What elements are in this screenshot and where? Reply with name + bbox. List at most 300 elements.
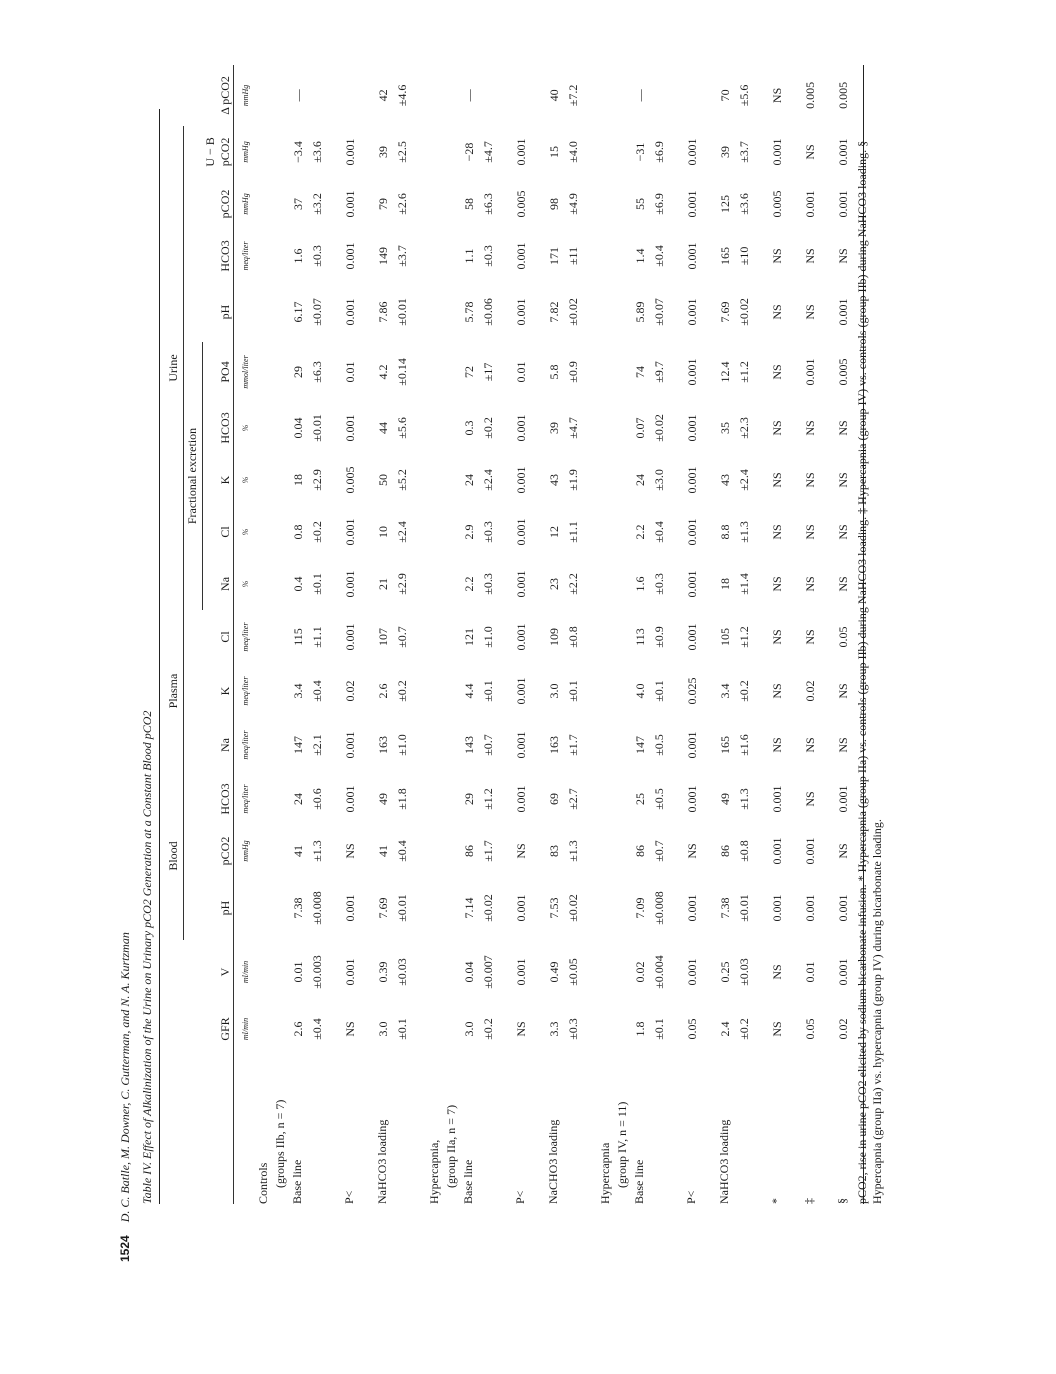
data-cell: NS xyxy=(769,964,784,980)
cell-sem: ±0.3 xyxy=(480,573,495,595)
cell-sem: ±0.1 xyxy=(309,573,324,595)
table-row xyxy=(545,65,597,1204)
data-cell: NS xyxy=(802,304,817,320)
row-label: Base line xyxy=(460,1159,475,1204)
data-cell: NS xyxy=(834,506,864,558)
data-cell xyxy=(460,402,512,454)
cell-sem: ±2.7 xyxy=(565,788,580,810)
cell-value: 1.1 xyxy=(461,248,476,264)
data-cell xyxy=(716,558,768,610)
cell-sem: ±2.9 xyxy=(394,573,409,595)
cell-sem: ±0.06 xyxy=(480,298,495,326)
cell-sem: ±1.6 xyxy=(736,734,751,756)
cell-value: NS xyxy=(342,1021,357,1037)
data-cell xyxy=(341,1004,374,1054)
cell-value: 0.001 xyxy=(684,731,699,759)
cell-sem: ±2.5 xyxy=(394,141,409,163)
cell-value: 7.69 xyxy=(717,301,732,323)
data-cell xyxy=(341,282,374,342)
data-cell: 0.001 xyxy=(834,126,864,178)
data-cell xyxy=(512,718,545,772)
cell-sem: ±1.3 xyxy=(565,840,580,862)
cell-value: 2.6 xyxy=(290,1021,305,1037)
cell-value: 147 xyxy=(290,736,305,754)
cell-value: 165 xyxy=(717,736,732,754)
cell-sem: ±0.1 xyxy=(480,680,495,702)
data-cell: 0.001 xyxy=(802,894,817,922)
data-cell xyxy=(545,126,597,178)
cell-value: 163 xyxy=(375,736,390,754)
cell-sem: ±0.02 xyxy=(651,414,666,442)
unit-cell-row-label xyxy=(233,1054,255,1204)
cell-value: 0.001 xyxy=(684,785,699,813)
unit-cell: mmHg xyxy=(233,178,255,230)
cell-value: 79 xyxy=(375,197,390,210)
cell-value: 3.0 xyxy=(375,1021,390,1037)
cell-sem: ±0.2 xyxy=(480,417,495,439)
rotated-table-page xyxy=(135,76,915,1250)
group-header-plasma: Plasma xyxy=(165,610,184,772)
cell-value: 0.001 xyxy=(684,242,699,270)
cell-value: 0.01 xyxy=(290,961,305,983)
data-cell: NS xyxy=(769,683,784,699)
cell-sem: ±0.05 xyxy=(565,958,580,986)
data-cell xyxy=(716,178,768,230)
cell-value: 15 xyxy=(546,145,561,158)
data-cell xyxy=(512,342,545,402)
cell-value: 0.001 xyxy=(342,731,357,759)
data-cell xyxy=(545,230,597,282)
data-cell: 0.001 xyxy=(802,190,817,218)
cell-sem: ±0.5 xyxy=(651,734,666,756)
cell-value: 2.6 xyxy=(375,683,390,699)
data-cell: 0.001 xyxy=(834,940,864,1004)
data-cell xyxy=(512,230,545,282)
cell-value: 50 xyxy=(375,473,390,486)
cell-sem: ±0.01 xyxy=(736,894,751,922)
cell-value: 7.82 xyxy=(546,301,561,323)
data-cell xyxy=(374,282,426,342)
cell-value: 0.001 xyxy=(513,138,528,166)
cell-value: 0.07 xyxy=(632,417,647,439)
cell-value: 0.4 xyxy=(290,576,305,592)
cell-sem: ±0.14 xyxy=(394,358,409,386)
cell-value: 0.04 xyxy=(290,417,305,439)
data-cell xyxy=(460,1004,512,1054)
unit-cell: ml/min xyxy=(233,940,255,1004)
data-cell xyxy=(683,282,716,342)
data-cell xyxy=(374,940,426,1004)
data-cell: 0.001 xyxy=(769,837,784,865)
cell-value: 29 xyxy=(290,365,305,378)
table-footnote: pCO2, rise in urine pCO2 elicited by sodium bicarbonate infusion. * Hypercapnia (group IIa) vs. controls (group IIb) during NaHCO3 loading. ‡ Hypercapnia (group IV) vs. controls (group IIb) during NaHCO3 loading. § Hypercapnia (group IIa) vs. hypercapnia (group IV) during bicarbonate loading. xyxy=(855,140,884,1204)
data-cell xyxy=(341,342,374,402)
cell-value: 0.04 xyxy=(461,961,476,983)
cell-sem: ±0.1 xyxy=(651,1018,666,1040)
data-cell: 0.05 xyxy=(802,1018,817,1040)
column-header: pCO2 xyxy=(217,836,232,866)
comparison-row xyxy=(801,65,834,1204)
data-cell xyxy=(545,282,597,342)
cell-value: 0.001 xyxy=(513,731,528,759)
data-cell xyxy=(341,230,374,282)
data-cell: NS xyxy=(769,629,784,645)
data-cell xyxy=(545,718,597,772)
data-cell xyxy=(374,454,426,506)
data-cell xyxy=(460,342,512,402)
data-cell xyxy=(512,454,545,506)
cell-value: NS xyxy=(513,1021,528,1037)
cell-sem: ±2.2 xyxy=(565,573,580,595)
cell-value: 24 xyxy=(632,473,647,486)
cell-value: 0.025 xyxy=(684,677,699,705)
cell-sem: ±5.6 xyxy=(394,417,409,439)
data-cell xyxy=(683,1004,716,1054)
cell-value: 0.005 xyxy=(513,190,528,218)
cell-value: 0.001 xyxy=(684,466,699,494)
section-title: Controls xyxy=(255,1162,270,1204)
cell-sem: ±1.0 xyxy=(480,626,495,648)
cell-value: 0.001 xyxy=(513,958,528,986)
unit-cell: meq/liter xyxy=(233,718,255,772)
cell-value: 7.38 xyxy=(290,897,305,919)
data-cell xyxy=(460,940,512,1004)
cell-sem: ±0.07 xyxy=(651,298,666,326)
data-cell xyxy=(631,454,683,506)
section-header-row xyxy=(255,65,289,1204)
cell-value: 0.05 xyxy=(684,1018,699,1040)
unit-cell: % xyxy=(233,506,255,558)
data-cell xyxy=(545,558,597,610)
cell-sem: ±0.008 xyxy=(651,891,666,925)
cell-sem: ±0.4 xyxy=(394,840,409,862)
cell-sem: ±0.2 xyxy=(736,1018,751,1040)
data-cell: NS xyxy=(802,472,817,488)
cell-value: 1.6 xyxy=(632,576,647,592)
data-cell xyxy=(341,558,374,610)
cell-sem: ±0.3 xyxy=(651,573,666,595)
cell-sem: ±4.7 xyxy=(480,141,495,163)
cell-value: 2.4 xyxy=(717,1021,732,1037)
unit-cell xyxy=(233,876,255,940)
cell-value: 39 xyxy=(717,145,732,158)
data-cell xyxy=(716,1004,768,1054)
data-cell xyxy=(460,718,512,772)
cell-sem: ±0.004 xyxy=(651,955,666,989)
data-cell xyxy=(716,826,768,876)
cell-value: 0.001 xyxy=(684,138,699,166)
cell-value: 0.001 xyxy=(684,623,699,651)
data-cell: NS xyxy=(769,1021,784,1037)
cell-sem: ±0.2 xyxy=(736,680,751,702)
cell-sem: ±3.6 xyxy=(309,141,324,163)
cell-sem: ±1.3 xyxy=(736,521,751,543)
cell-value: 171 xyxy=(546,246,561,265)
column-header: K xyxy=(217,475,232,485)
cell-value: — xyxy=(461,89,476,102)
data-cell xyxy=(460,178,512,230)
cell-value: 0.001 xyxy=(513,242,528,270)
column-header: pCO2 xyxy=(217,189,232,219)
cell-sem: ±1.7 xyxy=(480,840,495,862)
data-cell: NS xyxy=(769,420,784,436)
cell-value: 1.8 xyxy=(632,1021,647,1037)
section-title: Hypercapnia xyxy=(597,1142,612,1204)
data-cell xyxy=(716,610,768,664)
data-cell xyxy=(289,826,341,876)
data-cell xyxy=(460,558,512,610)
cell-sem: ±2.3 xyxy=(736,417,751,439)
cell-sem: ±3.7 xyxy=(736,141,751,163)
cell-sem: ±1.2 xyxy=(736,626,751,648)
cell-sem: ±6.3 xyxy=(309,361,324,383)
data-cell xyxy=(545,454,597,506)
data-cell xyxy=(512,772,545,826)
data-cell: NS xyxy=(834,402,864,454)
data-cell: 0.005 xyxy=(769,190,784,218)
data-cell xyxy=(683,718,716,772)
data-cell xyxy=(631,126,683,178)
cell-sem: ±3.0 xyxy=(651,469,666,491)
data-cell: 0.001 xyxy=(769,138,784,166)
cell-value: 0.001 xyxy=(684,358,699,386)
cell-value: 0.001 xyxy=(513,466,528,494)
data-cell xyxy=(289,126,341,178)
data-cell xyxy=(716,454,768,506)
cell-value: 3.3 xyxy=(546,1021,561,1037)
data-cell xyxy=(545,940,597,1004)
comparison-label: § xyxy=(834,1054,864,1204)
data-cell xyxy=(512,876,545,940)
data-cell xyxy=(683,506,716,558)
data-cell xyxy=(374,402,426,454)
table-caption: Table IV. Effect of Alkalinization of the Urine on Urinary pCO2 Generation at a Constant Blood pCO2 xyxy=(140,710,154,1204)
data-cell xyxy=(631,342,683,402)
cell-sem: ±0.1 xyxy=(565,680,580,702)
unit-cell: mmHg xyxy=(233,126,255,178)
data-cell: 0.005 xyxy=(834,65,864,126)
data-cell xyxy=(512,65,545,126)
cell-sem: ±0.2 xyxy=(480,1018,495,1040)
cell-value: 5.89 xyxy=(632,301,647,323)
table-row xyxy=(631,65,683,1204)
cell-value: 12 xyxy=(546,525,561,538)
row-label: NaCHO3 loading xyxy=(545,1119,560,1204)
cell-sem: ±4.6 xyxy=(394,84,409,107)
data-cell xyxy=(631,826,683,876)
cell-value: 0.001 xyxy=(342,623,357,651)
cell-value: 0.001 xyxy=(513,623,528,651)
cell-value: 70 xyxy=(717,89,732,102)
data-cell xyxy=(512,402,545,454)
cell-value: 10 xyxy=(375,525,390,538)
data-cell xyxy=(460,65,512,126)
unit-cell xyxy=(233,282,255,342)
data-table xyxy=(165,65,864,1204)
data-cell xyxy=(716,230,768,282)
cell-value: — xyxy=(632,89,647,102)
cell-value: 0.001 xyxy=(684,190,699,218)
cell-value: 0.001 xyxy=(684,414,699,442)
data-cell xyxy=(512,282,545,342)
cell-value: 58 xyxy=(461,197,476,210)
cell-value: 18 xyxy=(290,473,305,486)
data-cell xyxy=(341,826,374,876)
unit-cell: ml/min xyxy=(233,1004,255,1054)
cell-value: NS xyxy=(513,843,528,859)
table-row xyxy=(289,65,341,1204)
data-cell xyxy=(683,940,716,1004)
data-cell xyxy=(341,718,374,772)
data-cell xyxy=(512,610,545,664)
cell-sem: ±0.9 xyxy=(565,361,580,383)
comparison-label: ‡ xyxy=(801,1198,816,1204)
data-cell: NS xyxy=(802,524,817,540)
cell-value: 74 xyxy=(632,365,647,378)
data-cell: 0.01 xyxy=(802,961,817,983)
cell-value: 143 xyxy=(461,736,476,754)
cell-sem: ±2.4 xyxy=(394,521,409,543)
cell-sem: ±0.1 xyxy=(651,680,666,702)
data-cell: 0.001 xyxy=(769,894,784,922)
unit-cell: meq/liter xyxy=(233,664,255,718)
cell-sem: ±6.9 xyxy=(651,193,666,215)
cell-value: 0.3 xyxy=(461,420,476,436)
data-cell: 0.001 xyxy=(834,876,864,940)
cell-sem: ±3.6 xyxy=(736,193,751,215)
cell-sem: ±0.01 xyxy=(394,298,409,326)
cell-value: 163 xyxy=(546,736,561,754)
cell-value: 0.01 xyxy=(342,361,357,383)
cell-sem: ±0.4 xyxy=(651,245,666,267)
data-cell xyxy=(289,664,341,718)
column-header: Cl xyxy=(217,631,232,643)
cell-sem: ±2.9 xyxy=(309,469,324,491)
cell-value: 23 xyxy=(546,577,561,590)
cell-value: 21 xyxy=(375,577,390,590)
table-row xyxy=(716,65,768,1204)
cell-value: 147 xyxy=(632,736,647,754)
data-cell xyxy=(341,772,374,826)
cell-value: 0.001 xyxy=(684,570,699,598)
cell-value: 3.4 xyxy=(717,683,732,699)
cell-value: 18 xyxy=(717,577,732,590)
data-cell xyxy=(716,772,768,826)
cell-value: 4.0 xyxy=(632,683,647,699)
cell-sem: ±10 xyxy=(736,246,751,266)
data-cell xyxy=(289,610,341,664)
cell-sem: ±2.1 xyxy=(309,734,324,756)
cell-sem: ±0.01 xyxy=(309,414,324,442)
section-header-row xyxy=(597,65,631,1204)
cell-sem: ±0.02 xyxy=(565,894,580,922)
data-cell xyxy=(341,402,374,454)
cell-value: 7.38 xyxy=(717,897,732,919)
data-cell: NS xyxy=(834,454,864,506)
cell-value: 44 xyxy=(375,421,390,434)
cell-value: 1.6 xyxy=(290,248,305,264)
cell-sem: ±0.02 xyxy=(565,298,580,326)
data-cell xyxy=(374,826,426,876)
cell-sem: ±0.7 xyxy=(394,626,409,648)
cell-value: 39 xyxy=(375,145,390,158)
data-cell xyxy=(289,1004,341,1054)
table-row xyxy=(341,65,374,1204)
data-cell: NS xyxy=(802,248,817,264)
data-cell: NS xyxy=(802,791,817,807)
cell-value: 49 xyxy=(717,793,732,805)
data-cell: NS xyxy=(769,576,784,592)
cell-value: 7.09 xyxy=(632,897,647,919)
cell-value: 25 xyxy=(632,793,647,805)
data-cell: 0.05 xyxy=(834,610,864,664)
cell-sem: ±0.4 xyxy=(309,1018,324,1040)
cell-sem: ±0.9 xyxy=(651,626,666,648)
data-cell xyxy=(289,454,341,506)
row-label: Base line xyxy=(289,1159,304,1204)
cell-sem: ±0.5 xyxy=(651,788,666,810)
data-cell xyxy=(631,65,683,126)
data-cell xyxy=(631,876,683,940)
cell-sem: ±0.02 xyxy=(736,298,751,326)
cell-sem: ±3.7 xyxy=(394,245,409,267)
column-header: pH xyxy=(217,900,232,916)
data-cell xyxy=(460,664,512,718)
cell-value: 35 xyxy=(717,421,732,434)
column-header: GFR xyxy=(217,1017,232,1041)
column-header: K xyxy=(217,686,232,696)
data-cell xyxy=(374,342,426,402)
cell-value: 0.001 xyxy=(342,894,357,922)
data-cell xyxy=(512,940,545,1004)
cell-sem: ±0.03 xyxy=(394,958,409,986)
data-cell xyxy=(460,282,512,342)
data-cell xyxy=(341,876,374,940)
cell-sem: ±0.4 xyxy=(309,680,324,702)
cell-sem: ±2.4 xyxy=(480,469,495,491)
data-cell xyxy=(289,718,341,772)
cell-value: 8.8 xyxy=(717,524,732,540)
section-title-cell xyxy=(255,1054,289,1204)
data-cell xyxy=(631,610,683,664)
data-cell: NS xyxy=(802,737,817,753)
data-cell: 0.001 xyxy=(834,282,864,342)
data-cell xyxy=(512,178,545,230)
cell-value: 41 xyxy=(375,845,390,857)
data-cell xyxy=(374,558,426,610)
cell-sem: ±4.9 xyxy=(565,193,580,215)
data-cell xyxy=(716,940,768,1004)
cell-sem: ±2.4 xyxy=(736,469,751,491)
data-cell xyxy=(374,1004,426,1054)
cell-sem: ±6.3 xyxy=(480,193,495,215)
data-cell xyxy=(374,718,426,772)
cell-sem: ±4.7 xyxy=(565,417,580,439)
data-cell: NS xyxy=(769,364,784,380)
cell-value: 86 xyxy=(717,845,732,857)
data-cell: NS xyxy=(769,737,784,753)
cell-value: 86 xyxy=(461,845,476,857)
column-header: Na xyxy=(217,738,232,752)
cell-value: 29 xyxy=(461,793,476,805)
section-subtitle: (group IV, n = 11) xyxy=(614,1101,629,1188)
data-cell xyxy=(545,1004,597,1054)
data-cell xyxy=(683,65,716,126)
data-cell xyxy=(289,178,341,230)
column-header: PO4 xyxy=(217,361,232,383)
data-cell xyxy=(716,664,768,718)
cell-value: 0.8 xyxy=(290,524,305,540)
